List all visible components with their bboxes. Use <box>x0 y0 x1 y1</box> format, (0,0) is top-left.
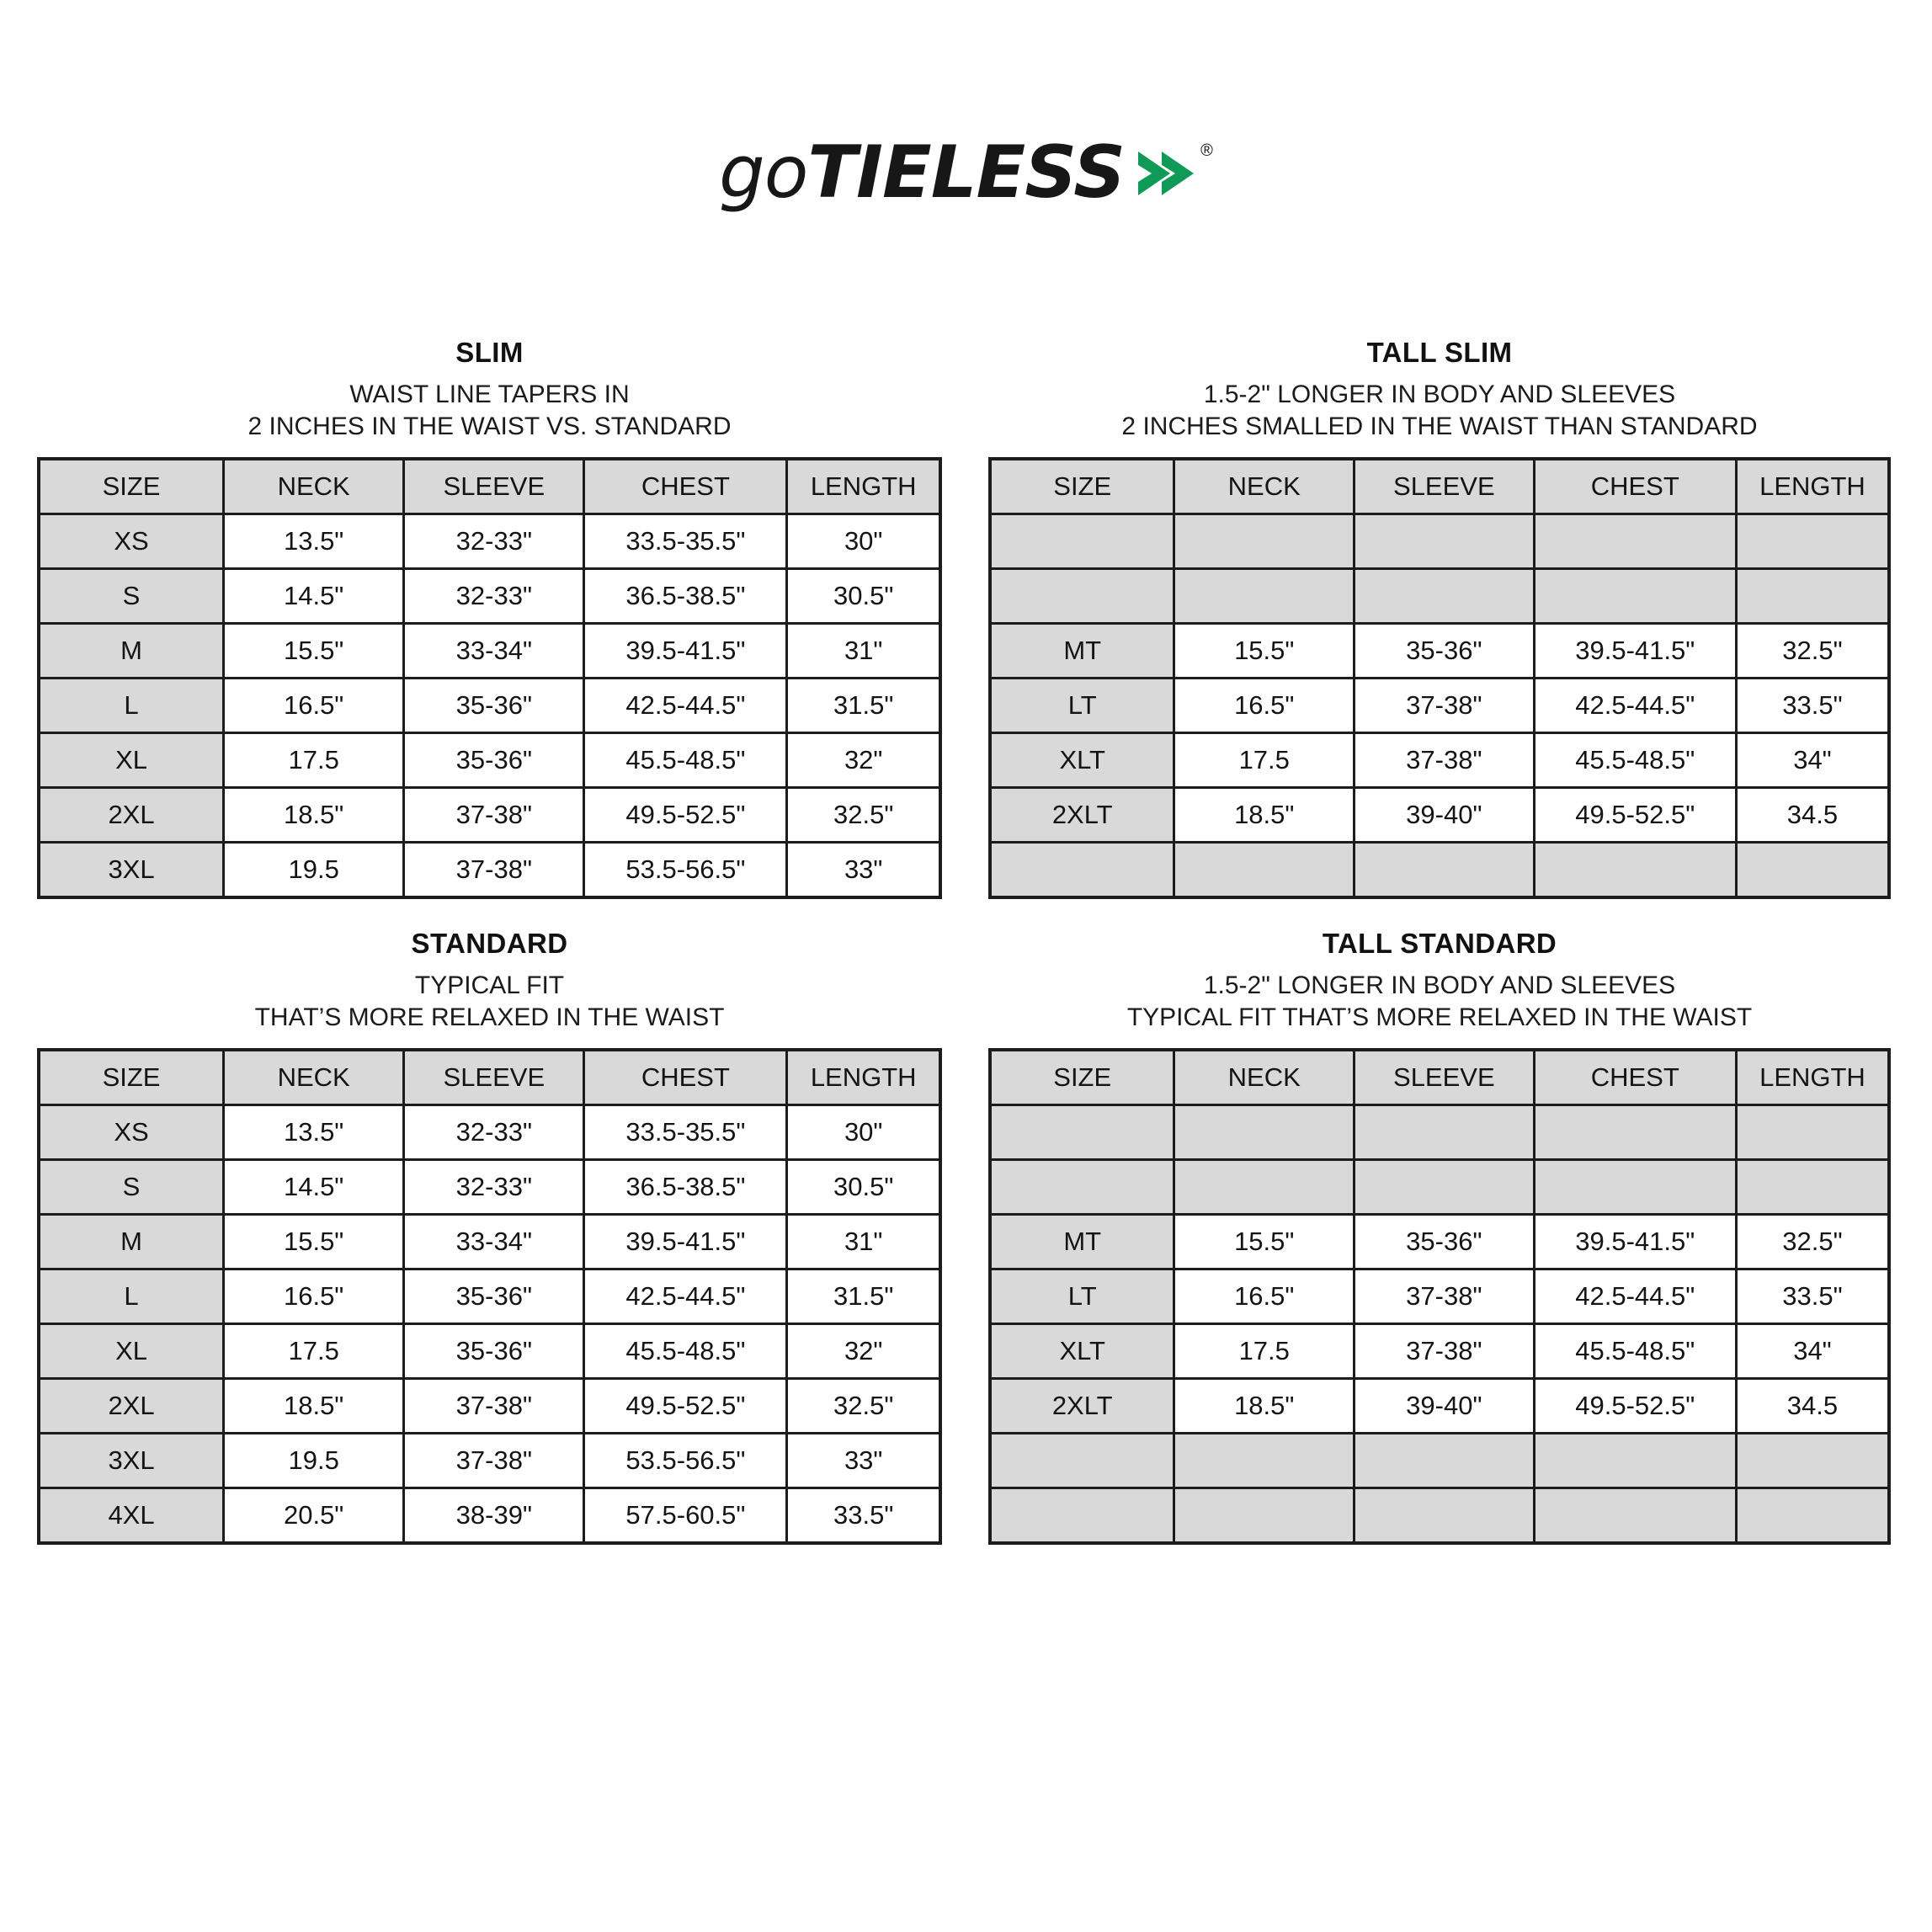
column-header-neck: NECK <box>1174 1050 1355 1105</box>
table-row <box>990 732 1889 787</box>
table-row <box>39 787 940 842</box>
block-standard <box>0 928 966 1545</box>
column-header-sleeve: SLEEVE <box>404 459 584 514</box>
cell-size: 3XL <box>39 842 224 897</box>
cell-sleeve <box>1355 514 1535 568</box>
cell-sleeve <box>1355 842 1535 897</box>
cell-sleeve: 35-36" <box>404 1323 584 1378</box>
cell-sleeve: 33-34" <box>404 1214 584 1269</box>
cell-chest: 45.5-48.5" <box>1534 732 1736 787</box>
table-row <box>990 1378 1889 1433</box>
cell-size: XLT <box>990 732 1174 787</box>
cell-chest <box>1534 1159 1736 1214</box>
cell-neck: 17.5 <box>224 1323 404 1378</box>
block-title-tall-slim: TALL SLIM <box>1366 337 1513 368</box>
chevron-right-arrow-icon <box>1136 148 1197 203</box>
cell-neck: 16.5" <box>1174 1269 1355 1323</box>
cell-chest: 49.5-52.5" <box>1534 787 1736 842</box>
cell-length: 34" <box>1736 732 1889 787</box>
table-row <box>990 1269 1889 1323</box>
column-header-size: SIZE <box>990 1050 1174 1105</box>
cell-size: M <box>39 1214 224 1269</box>
cell-size: 2XLT <box>990 787 1174 842</box>
cell-length <box>1736 568 1889 623</box>
table-row <box>39 1488 940 1543</box>
logo-text-tieless: TIELESS <box>807 130 1126 215</box>
block-title-tall-standard: TALL STANDARD <box>1322 927 1557 959</box>
size-table-tall-slim <box>988 457 1891 899</box>
cell-length <box>1736 1433 1889 1488</box>
cell-sleeve: 32-33" <box>404 1104 584 1159</box>
cell-sleeve <box>1355 1159 1535 1214</box>
column-header-chest: CHEST <box>584 1050 787 1105</box>
cell-chest <box>1534 842 1736 897</box>
size-table-slim <box>37 457 942 899</box>
cell-neck: 19.5 <box>224 842 404 897</box>
table-row <box>990 1488 1889 1543</box>
cell-sleeve: 32-33" <box>404 568 584 623</box>
block-subtitle-line-1: TYPICAL FIT <box>414 971 565 999</box>
cell-chest: 45.5-48.5" <box>584 732 787 787</box>
cell-neck: 13.5" <box>224 1104 404 1159</box>
cell-sleeve: 35-36" <box>1355 1214 1535 1269</box>
cell-neck <box>1174 1488 1355 1543</box>
cell-size <box>990 568 1174 623</box>
cell-size: L <box>39 1269 224 1323</box>
cell-chest: 53.5-56.5" <box>584 842 787 897</box>
column-header-size: SIZE <box>39 1050 224 1105</box>
cell-neck <box>1174 1159 1355 1214</box>
cell-neck <box>1174 842 1355 897</box>
table-header-row <box>39 459 940 514</box>
cell-chest: 42.5-44.5" <box>584 678 787 732</box>
table-row <box>990 568 1889 623</box>
column-header-sleeve: SLEEVE <box>404 1050 584 1105</box>
column-header-neck: NECK <box>1174 459 1355 514</box>
cell-sleeve: 32-33" <box>404 1159 584 1214</box>
cell-chest <box>1534 1433 1736 1488</box>
table-row <box>990 678 1889 732</box>
cell-sleeve: 37-38" <box>1355 1269 1535 1323</box>
cell-length: 32.5" <box>1736 623 1889 678</box>
cell-chest: 39.5-41.5" <box>1534 1214 1736 1269</box>
cell-sleeve: 37-38" <box>404 842 584 897</box>
cell-chest: 36.5-38.5" <box>584 568 787 623</box>
cell-sleeve: 33-34" <box>404 623 584 678</box>
cell-neck: 18.5" <box>224 787 404 842</box>
cell-chest: 49.5-52.5" <box>1534 1378 1736 1433</box>
cell-neck: 15.5" <box>224 1214 404 1269</box>
cell-length: 34.5 <box>1736 787 1889 842</box>
block-subtitle-standard <box>37 970 942 1035</box>
table-row <box>39 1323 940 1378</box>
block-tall-standard <box>966 928 1931 1545</box>
cell-sleeve <box>1355 1104 1535 1159</box>
cell-neck <box>1174 514 1355 568</box>
cell-sleeve: 32-33" <box>404 514 584 568</box>
block-subtitle-line-2: THAT’S MORE RELAXED IN THE WAIST <box>254 1003 725 1032</box>
cell-neck <box>1174 1433 1355 1488</box>
cell-size: 2XL <box>39 787 224 842</box>
cell-chest: 33.5-35.5" <box>584 1104 787 1159</box>
block-subtitle-line-2: 2 INCHES SMALLED IN THE WAIST THAN STANDARD <box>1121 412 1758 441</box>
cell-sleeve: 37-38" <box>404 1378 584 1433</box>
size-table-tall-standard <box>988 1048 1891 1545</box>
cell-size: LT <box>990 1269 1174 1323</box>
cell-chest: 53.5-56.5" <box>584 1433 787 1488</box>
brand-logo <box>0 0 1932 215</box>
cell-sleeve: 39-40" <box>1355 787 1535 842</box>
table-row <box>39 623 940 678</box>
column-header-sleeve: SLEEVE <box>1355 459 1535 514</box>
table-row <box>990 1323 1889 1378</box>
cell-neck: 16.5" <box>1174 678 1355 732</box>
column-header-size: SIZE <box>39 459 224 514</box>
cell-length: 34" <box>1736 1323 1889 1378</box>
cell-chest <box>1534 568 1736 623</box>
block-slim <box>0 337 966 899</box>
block-title-slim: SLIM <box>455 337 524 368</box>
column-header-neck: NECK <box>224 459 404 514</box>
cell-size <box>990 842 1174 897</box>
table-row <box>990 1159 1889 1214</box>
cell-chest: 36.5-38.5" <box>584 1159 787 1214</box>
cell-neck: 15.5" <box>1174 623 1355 678</box>
cell-length: 33" <box>787 842 940 897</box>
cell-length: 32" <box>787 1323 940 1378</box>
table-row <box>39 1269 940 1323</box>
cell-chest <box>1534 1488 1736 1543</box>
cell-neck: 15.5" <box>1174 1214 1355 1269</box>
cell-sleeve: 35-36" <box>404 678 584 732</box>
table-row <box>39 732 940 787</box>
cell-chest: 42.5-44.5" <box>1534 678 1736 732</box>
block-subtitle-line-2: 2 INCHES IN THE WAIST VS. STANDARD <box>247 412 732 441</box>
block-tall-slim <box>966 337 1931 899</box>
registered-mark: ® <box>1200 141 1213 160</box>
cell-length <box>1736 514 1889 568</box>
cell-length: 33" <box>787 1433 940 1488</box>
cell-length: 30" <box>787 1104 940 1159</box>
cell-length <box>1736 1159 1889 1214</box>
cell-size <box>990 1104 1174 1159</box>
cell-length: 30" <box>787 514 940 568</box>
cell-length <box>1736 1104 1889 1159</box>
cell-size <box>990 1488 1174 1543</box>
cell-sleeve: 39-40" <box>1355 1378 1535 1433</box>
cell-size: L <box>39 678 224 732</box>
table-header-row <box>990 1050 1889 1105</box>
column-header-neck: NECK <box>224 1050 404 1105</box>
cell-size: XS <box>39 1104 224 1159</box>
cell-length: 32.5" <box>1736 1214 1889 1269</box>
cell-chest <box>1534 514 1736 568</box>
cell-sleeve: 37-38" <box>404 787 584 842</box>
table-row <box>39 678 940 732</box>
cell-length: 34.5 <box>1736 1378 1889 1433</box>
cell-neck <box>1174 1104 1355 1159</box>
table-row <box>39 1214 940 1269</box>
size-table-standard <box>37 1048 942 1545</box>
block-subtitle-line-1: WAIST LINE TAPERS IN <box>349 381 630 408</box>
cell-sleeve <box>1355 568 1535 623</box>
cell-chest: 49.5-52.5" <box>584 1378 787 1433</box>
cell-length: 33.5" <box>1736 1269 1889 1323</box>
table-row <box>990 514 1889 568</box>
cell-length: 33.5" <box>1736 678 1889 732</box>
cell-sleeve: 37-38" <box>1355 678 1535 732</box>
cell-chest: 39.5-41.5" <box>584 623 787 678</box>
cell-sleeve: 35-36" <box>1355 623 1535 678</box>
table-row <box>39 1433 940 1488</box>
cell-neck: 18.5" <box>224 1378 404 1433</box>
cell-length: 32" <box>787 732 940 787</box>
table-row <box>990 1104 1889 1159</box>
column-header-length: LENGTH <box>1736 1050 1889 1105</box>
cell-sleeve: 37-38" <box>1355 1323 1535 1378</box>
cell-neck <box>1174 568 1355 623</box>
cell-sleeve: 37-38" <box>404 1433 584 1488</box>
cell-size: 2XLT <box>990 1378 1174 1433</box>
cell-size: 4XL <box>39 1488 224 1543</box>
cell-size: LT <box>990 678 1174 732</box>
cell-length: 30.5" <box>787 1159 940 1214</box>
column-header-size: SIZE <box>990 459 1174 514</box>
cell-chest: 45.5-48.5" <box>584 1323 787 1378</box>
size-tables-grid <box>0 337 1932 1545</box>
block-subtitle-tall-slim <box>988 379 1891 444</box>
column-header-length: LENGTH <box>1736 459 1889 514</box>
table-row <box>39 568 940 623</box>
cell-chest: 39.5-41.5" <box>1534 623 1736 678</box>
block-subtitle-tall-standard <box>988 970 1891 1035</box>
cell-chest: 39.5-41.5" <box>584 1214 787 1269</box>
cell-size: S <box>39 1159 224 1214</box>
table-row <box>39 842 940 897</box>
block-subtitle-line-1: 1.5-2" LONGER IN BODY AND SLEEVES <box>1203 381 1676 408</box>
table-row <box>39 1104 940 1159</box>
block-subtitle-line-2: TYPICAL FIT THAT’S MORE RELAXED IN THE WAIST <box>1126 1003 1753 1032</box>
cell-size: XS <box>39 514 224 568</box>
cell-size <box>990 1433 1174 1488</box>
cell-sleeve <box>1355 1488 1535 1543</box>
logo-lockup <box>719 130 1213 215</box>
table-row <box>990 1433 1889 1488</box>
cell-sleeve <box>1355 1433 1535 1488</box>
cell-neck: 14.5" <box>224 1159 404 1214</box>
block-title-standard: STANDARD <box>411 927 568 959</box>
cell-length: 31" <box>787 1214 940 1269</box>
cell-size: 2XL <box>39 1378 224 1433</box>
table-row <box>39 1378 940 1433</box>
cell-sleeve: 35-36" <box>404 1269 584 1323</box>
cell-neck: 16.5" <box>224 1269 404 1323</box>
cell-size: MT <box>990 623 1174 678</box>
cell-neck: 20.5" <box>224 1488 404 1543</box>
block-subtitle-slim <box>37 379 942 444</box>
cell-neck: 18.5" <box>1174 787 1355 842</box>
cell-length <box>1736 1488 1889 1543</box>
cell-size <box>990 1159 1174 1214</box>
cell-length: 32.5" <box>787 787 940 842</box>
cell-size <box>990 514 1174 568</box>
cell-sleeve: 37-38" <box>1355 732 1535 787</box>
cell-sleeve: 35-36" <box>404 732 584 787</box>
cell-size: M <box>39 623 224 678</box>
column-header-length: LENGTH <box>787 1050 940 1105</box>
logo-text-go: go <box>719 130 808 215</box>
cell-size: XLT <box>990 1323 1174 1378</box>
column-header-chest: CHEST <box>584 459 787 514</box>
cell-chest: 42.5-44.5" <box>584 1269 787 1323</box>
cell-size: 3XL <box>39 1433 224 1488</box>
cell-length: 30.5" <box>787 568 940 623</box>
cell-length: 33.5" <box>787 1488 940 1543</box>
cell-neck: 18.5" <box>1174 1378 1355 1433</box>
block-subtitle-line-1: 1.5-2" LONGER IN BODY AND SLEEVES <box>1203 971 1676 999</box>
cell-length: 32.5" <box>787 1378 940 1433</box>
cell-neck: 13.5" <box>224 514 404 568</box>
cell-neck: 14.5" <box>224 568 404 623</box>
table-row <box>990 787 1889 842</box>
column-header-sleeve: SLEEVE <box>1355 1050 1535 1105</box>
cell-chest: 57.5-60.5" <box>584 1488 787 1543</box>
cell-chest: 42.5-44.5" <box>1534 1269 1736 1323</box>
table-row <box>990 1214 1889 1269</box>
cell-length: 31.5" <box>787 678 940 732</box>
cell-size: XL <box>39 732 224 787</box>
cell-neck: 16.5" <box>224 678 404 732</box>
cell-neck: 17.5 <box>1174 1323 1355 1378</box>
column-header-chest: CHEST <box>1534 459 1736 514</box>
table-row <box>990 623 1889 678</box>
cell-length <box>1736 842 1889 897</box>
cell-chest <box>1534 1104 1736 1159</box>
cell-neck: 15.5" <box>224 623 404 678</box>
cell-chest: 45.5-48.5" <box>1534 1323 1736 1378</box>
cell-chest: 33.5-35.5" <box>584 514 787 568</box>
table-row <box>39 514 940 568</box>
cell-neck: 19.5 <box>224 1433 404 1488</box>
cell-neck: 17.5 <box>224 732 404 787</box>
table-header-row <box>990 459 1889 514</box>
cell-neck: 17.5 <box>1174 732 1355 787</box>
cell-size: S <box>39 568 224 623</box>
column-header-length: LENGTH <box>787 459 940 514</box>
column-header-chest: CHEST <box>1534 1050 1736 1105</box>
table-header-row <box>39 1050 940 1105</box>
table-row <box>990 842 1889 897</box>
cell-size: XL <box>39 1323 224 1378</box>
cell-size: MT <box>990 1214 1174 1269</box>
cell-length: 31.5" <box>787 1269 940 1323</box>
cell-sleeve: 38-39" <box>404 1488 584 1543</box>
cell-length: 31" <box>787 623 940 678</box>
cell-chest: 49.5-52.5" <box>584 787 787 842</box>
table-row <box>39 1159 940 1214</box>
